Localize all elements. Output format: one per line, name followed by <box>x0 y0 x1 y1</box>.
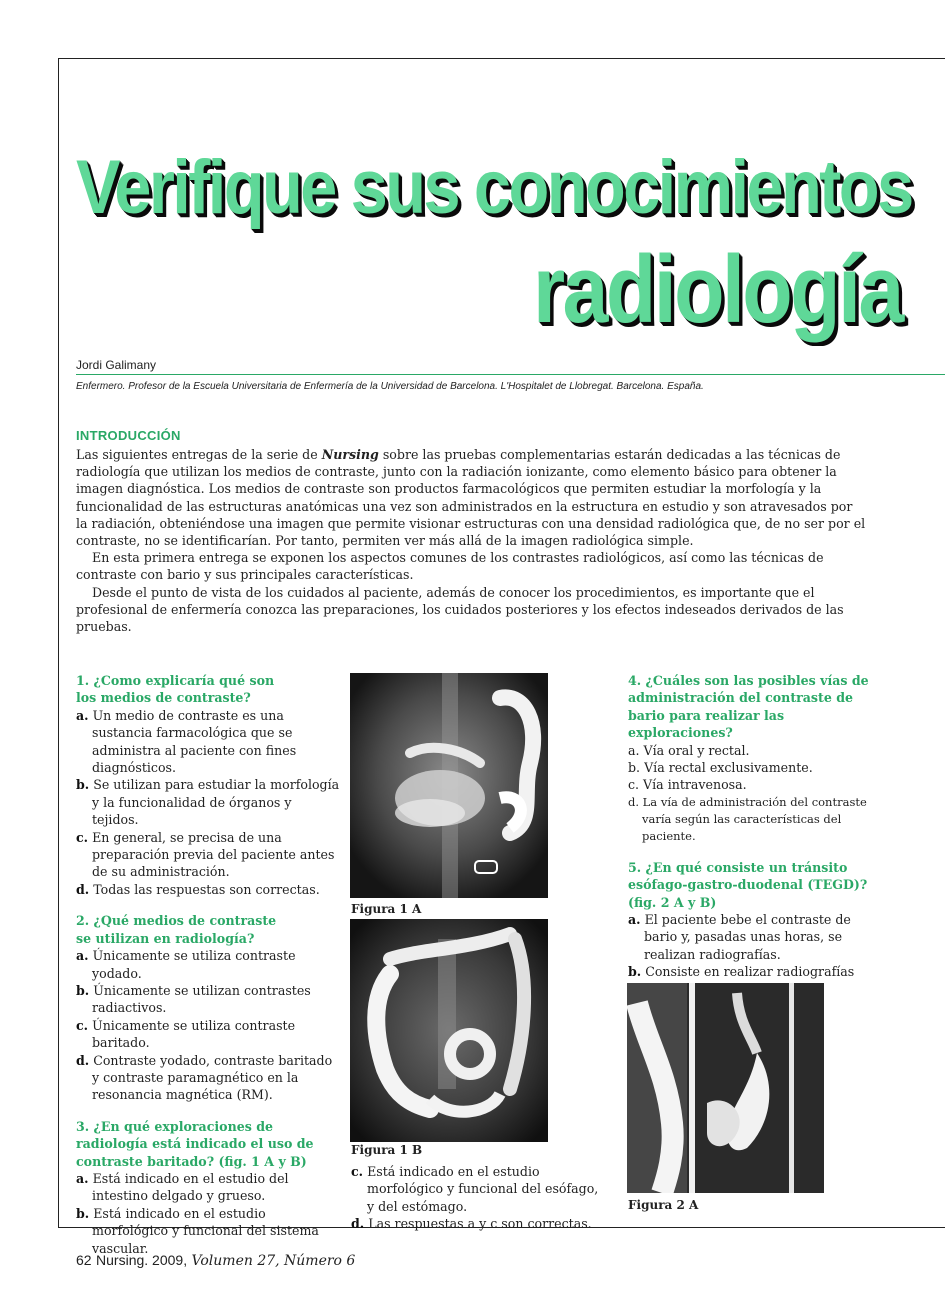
intro-p1-start: Las siguientes entregas de la serie de <box>76 447 322 462</box>
journal-name: Nursing. 2009, <box>96 1252 188 1268</box>
page-title-line2: radiología <box>533 236 902 343</box>
question-4-option-d: d. La vía de administración del contraste varía según las características del paciente. <box>628 794 867 843</box>
intro-paragraph-1 <box>76 446 866 549</box>
page-footer <box>76 1252 355 1269</box>
author-rule <box>76 374 945 375</box>
figure-2a-caption: Figura 2 A <box>628 1198 699 1212</box>
frame-left-rule <box>58 58 59 1228</box>
question-3-title: 3. ¿En qué exploraciones de radiología está indicado el uso de contraste baritado? (fig. 1 A y B) <box>76 1118 314 1169</box>
questions-column-3 <box>628 672 883 1012</box>
question-5-option-b: b. Consiste en realizar radiografías <box>628 964 855 980</box>
figure-1a-caption: Figura 1 A <box>351 902 422 916</box>
question-1-option-b: b. Se utilizan para estudiar la morfología y la funcionalidad de órganos y tejidos. <box>76 777 340 828</box>
question-2-title-line2: se utilizan en radiología? <box>76 930 255 946</box>
figure-1b-caption: Figura 1 B <box>351 1143 423 1157</box>
figure-1a-xray-image <box>350 673 548 898</box>
question-3-continued <box>351 1163 606 1233</box>
question-5-title: 5. ¿En qué consiste un tránsito esófago-gastro-duodenal (TEGD)? (fig. 2 A y B) <box>628 859 868 910</box>
intro-heading: INTRODUCCIÓN <box>76 428 181 443</box>
question-3-option-b: b. Está indicado en el estudio morfológico y funcional del sistema vascular. <box>76 1205 319 1256</box>
page-title-line1: Verifique sus conocimientos <box>76 145 912 230</box>
figure-1b-xray-image <box>350 919 548 1142</box>
questions-column-1 <box>76 672 341 1271</box>
question-2-option-d: d. Contraste yodado, contraste baritado y contraste paramagnético en la resonancia magnética (RM). <box>76 1052 333 1103</box>
author-affiliation: Enfermero. Profesor de la Escuela Universitaria de Enfermería de la Universidad de Barcelona. L'Hospitalet de Llobregat. Barcelona. España. <box>76 381 704 392</box>
intro-text <box>76 446 866 635</box>
intro-p1-rest: sobre las pruebas complementarias estarán dedicadas a las técnicas de radiología que utilizan los medios de contraste, junto con la radiación ionizante, como elemento básico para obtener la imagen diagnóstica. Los medios de contraste son productos farmacológicos que permiten estudiar la morfología y la funcionalidad de las estructuras anatómicas una vez son administrados en la estructura en estudio y son atravesados por la radiación, obteniéndose una imagen que permite visionar estructuras con una densidad radiológica que, de no ser por el contraste, no se identificarían. Por tanto, permiten ver más allá de la imagen radiológica simple. <box>76 447 866 549</box>
question-3-option-d: d. Las respuestas a y c son correctas. <box>351 1216 592 1232</box>
question-2-option-b: b. Únicamente se utilizan contrastes radiactivos. <box>76 982 311 1016</box>
question-4 <box>628 672 883 845</box>
question-2-option-a: a. Únicamente se utiliza contraste yodado. <box>76 948 296 981</box>
intro-paragraph-3: Desde el punto de vista de los cuidados al paciente, además de conocer los procedimientos, es importante que el profesional de enfermería conozca las preparaciones, los cuidados posteriores y los efectos indeseados derivados de las pruebas. <box>76 584 844 635</box>
question-4-option-b: b. Vía rectal exclusivamente. <box>628 760 813 776</box>
page-number: 62 <box>76 1252 92 1268</box>
question-1-title-line1: 1. ¿Como explicaría qué son <box>76 673 275 688</box>
question-4-title: 4. ¿Cuáles son las posibles vías de administración del contraste de bario para realizar las exploraciones? <box>628 673 869 741</box>
question-1-title-line2: los medios de contraste? <box>76 690 251 706</box>
question-1-option-a: a. Un medio de contraste es una sustancia farmacológica que se administra al paciente con fines diagnósticos. <box>76 707 297 776</box>
author-name: Jordi Galimany <box>76 358 157 372</box>
question-2-option-c: c. Únicamente se utiliza contraste baritado. <box>76 1017 296 1051</box>
question-5 <box>628 859 883 998</box>
intro-p1-journal: Nursing <box>321 447 379 462</box>
intro-paragraph-2: En esta primera entrega se exponen los aspectos comunes de los contrastes radiológicos, así como las técnicas de contraste con bario y sus principales características. <box>76 550 824 583</box>
question-2 <box>76 912 341 1103</box>
question-1 <box>76 672 341 898</box>
question-3-option-a: a. Está indicado en el estudio del intestino delgado y grueso. <box>76 1170 289 1204</box>
question-2-title-line1: 2. ¿Qué medios de contraste <box>76 913 277 929</box>
question-3 <box>76 1118 341 1257</box>
question-1-option-d: d. Todas las respuestas son correctas. <box>76 881 320 897</box>
question-1-option-c: c. En general, se precisa de una preparación previa del paciente antes de su administración. <box>76 829 335 880</box>
journal-volume: Volumen 27, Número 6 <box>191 1253 356 1269</box>
question-4-option-c: c. Vía intravenosa. <box>628 777 747 793</box>
question-3-option-c: c. Está indicado en el estudio morfológico y funcional del esófago, y del estómago. <box>351 1164 599 1214</box>
frame-top-rule <box>58 58 945 59</box>
question-4-option-a: a. Vía oral y rectal. <box>628 742 750 758</box>
question-5-option-a: a. El paciente bebe el contraste de bario y, pasadas unas horas, se realizan radiografías. <box>628 912 851 962</box>
figure-2a-xray-image <box>627 983 824 1193</box>
